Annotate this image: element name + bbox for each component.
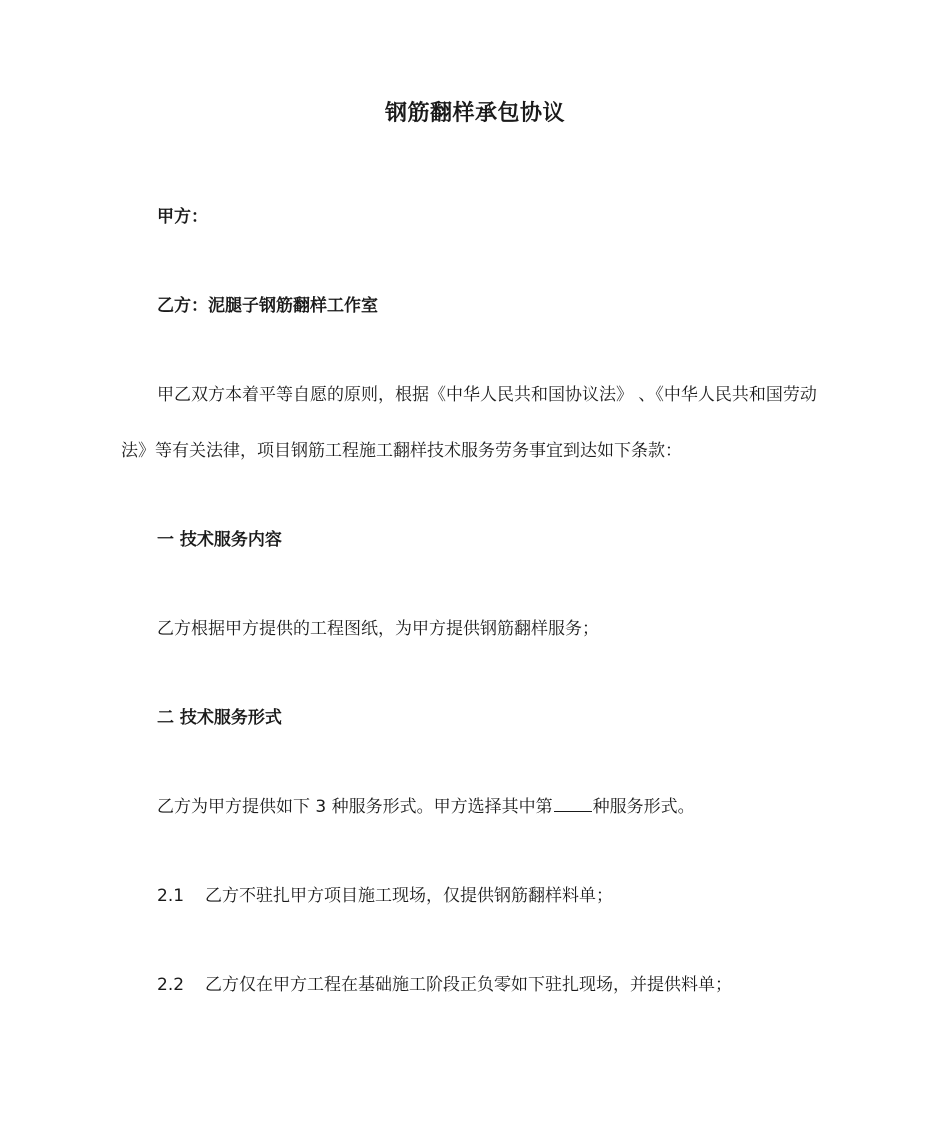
choice-blank: [554, 795, 592, 812]
list-item: [157, 884, 613, 908]
item-text: 乙方不驻扎甲方项目施工现场，仅提供钢筋翻样料单；: [205, 886, 613, 906]
item-number: 2.1: [157, 886, 185, 906]
intro-paragraph: 甲乙双方本着平等自愿的原则，根据《中华人民共和国协议法》 、《中华人民共和国劳动法》等有关法律，项目钢筋工程施工翻样技术服务劳务事宜到达如下条款：: [121, 385, 817, 461]
party-b-label: 乙方：泥腿子钢筋翻样工作室: [157, 296, 378, 316]
section-1-body: 乙方根据甲方提供的工程图纸，为甲方提供钢筋翻样服务；: [157, 619, 599, 639]
section-2-body-before: 乙方为甲方提供如下 3 种服务形式。甲方选择其中第: [157, 797, 553, 817]
section-2-body: [157, 795, 695, 819]
party-a-label: 甲方：: [157, 207, 208, 227]
section-2-body-after: 种服务形式。: [592, 797, 695, 817]
section-2-heading: 二 技术服务形式: [157, 708, 282, 728]
item-text: 乙方仅在甲方工程在基础施工阶段正负零如下驻扎现场，并提供料单；: [205, 975, 732, 995]
document-title: 钢筋翻样承包协议: [384, 101, 565, 126]
item-number: 2.2: [157, 975, 185, 995]
section-1-heading: 一 技术服务内容: [157, 530, 282, 550]
list-item: [157, 973, 732, 997]
